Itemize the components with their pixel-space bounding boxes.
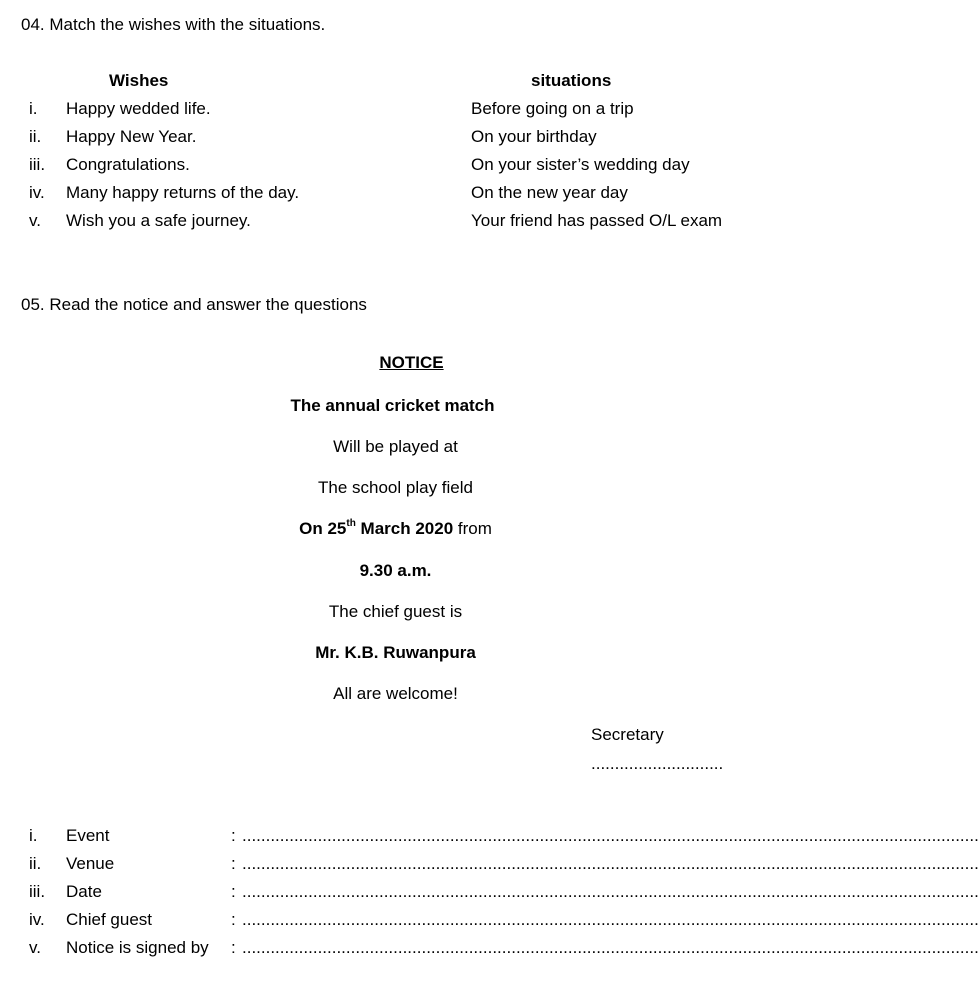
answer-row xyxy=(0,938,979,962)
wish-text: Congratulations. xyxy=(66,155,190,174)
answer-blank[interactable]: ............................................................................................................................................................ xyxy=(242,826,979,845)
row-number: iii. xyxy=(29,155,46,174)
notice-time-line: 9.30 a.m. xyxy=(359,561,432,580)
answer-colon: : xyxy=(231,854,236,873)
match-row xyxy=(0,183,813,207)
row-number: ii. xyxy=(29,127,42,146)
match-row xyxy=(0,211,813,235)
notice-date-line xyxy=(0,519,802,539)
answer-blank[interactable]: ............................................................................................................................................................ xyxy=(242,910,979,929)
answer-row xyxy=(0,910,979,934)
answer-number: iv. xyxy=(29,910,45,929)
answer-label: Notice is signed by xyxy=(66,938,209,957)
match-row xyxy=(0,155,813,179)
answer-colon: : xyxy=(231,938,236,957)
answer-number: ii. xyxy=(29,854,42,873)
situation-text: On your sister’s wedding day xyxy=(471,155,690,174)
notice-guest-name: Mr. K.B. Ruwanpura xyxy=(315,643,476,662)
wish-text: Many happy returns of the day. xyxy=(66,183,300,202)
answer-number: i. xyxy=(29,826,38,845)
answer-colon: : xyxy=(231,826,236,845)
situation-text: On your birthday xyxy=(471,127,597,146)
wish-text: Wish you a safe journey. xyxy=(66,211,251,230)
notice-date-month: March 2020 xyxy=(355,519,454,538)
question-5-heading: 05. Read the notice and answer the questions xyxy=(21,295,367,314)
row-number: iv. xyxy=(29,183,45,202)
answer-label: Venue xyxy=(66,854,115,873)
situations-column-header: situations xyxy=(531,71,612,90)
notice-guest-intro: The chief guest is xyxy=(328,602,463,621)
match-row xyxy=(0,127,813,151)
answer-number: v. xyxy=(29,938,41,957)
row-number: v. xyxy=(29,211,41,230)
notice-event-line: The annual cricket match xyxy=(290,396,495,415)
notice-signature-dots: ............................ xyxy=(591,754,724,773)
answer-blank[interactable]: ............................................................................................................................................................ xyxy=(242,854,979,873)
answer-label: Event xyxy=(66,826,110,845)
answer-row xyxy=(0,854,979,878)
notice-signatory: Secretary xyxy=(591,725,664,744)
answer-number: iii. xyxy=(29,882,46,901)
notice-title: NOTICE xyxy=(379,353,444,372)
answer-label: Date xyxy=(66,882,102,901)
answer-colon: : xyxy=(231,910,236,929)
notice-welcome-line: All are welcome! xyxy=(333,684,458,703)
question-4-heading: 04. Match the wishes with the situations. xyxy=(21,15,326,34)
answer-row xyxy=(0,882,979,906)
match-row xyxy=(0,99,813,123)
answer-colon: : xyxy=(231,882,236,901)
answer-row xyxy=(0,826,979,850)
answer-label: Chief guest xyxy=(66,910,152,929)
notice-played-at-line: Will be played at xyxy=(333,437,458,456)
situation-text: On the new year day xyxy=(471,183,628,202)
wish-text: Happy wedded life. xyxy=(66,99,211,118)
notice-date-suffix: th xyxy=(346,518,356,529)
notice-venue-line: The school play field xyxy=(318,478,473,497)
answer-blank[interactable]: ............................................................................................................................................................ xyxy=(242,938,979,957)
row-number: i. xyxy=(29,99,38,118)
notice-date-day: On 25 xyxy=(299,519,347,538)
notice-date-from: from xyxy=(453,519,492,538)
situation-text: Before going on a trip xyxy=(471,99,634,118)
answer-blank[interactable]: ............................................................................................................................................................ xyxy=(242,882,979,901)
wish-text: Happy New Year. xyxy=(66,127,197,146)
wishes-column-header: Wishes xyxy=(109,71,169,90)
situation-text: Your friend has passed O/L exam xyxy=(471,211,723,230)
